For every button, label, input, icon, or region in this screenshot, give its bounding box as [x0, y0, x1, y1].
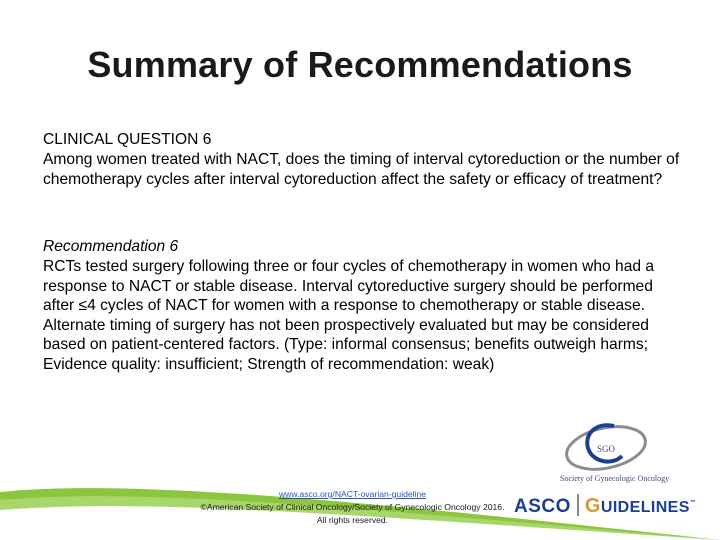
asco-wordmark: ASCO	[514, 496, 571, 517]
question-heading: CLINICAL QUESTION 6	[43, 131, 212, 148]
guidelines-initial: G	[584, 495, 601, 517]
sgo-badge-text: SGO	[596, 444, 616, 454]
question-text: Among women treated with NACT, does the timing of interval cytoreduction or the number of chemotherapy cycles after interval cytoreduction affect the safety or efficacy of treatment?	[43, 151, 680, 188]
guidelines-rest: UIDELINES	[600, 499, 690, 516]
slide-title: Summary of Recommendations	[87, 44, 633, 85]
recommendation-text: RCTs tested surgery following three or four cycles of chemotherapy in women who had a response to NACT or stable disease. Interval cytoreductive surgery should be performed after ≤4 cycles of NACT for women with a response to chemotherapy or stable disease. Alternate timing of surgery has not been prospectively evaluated but may be considered based on patient-centered factors. (Type: informal consensus; benefits outweigh harms; Evidence quality: insufficient; Strength of recommendation: weak)	[43, 258, 655, 373]
guidelines-wordmark	[584, 495, 697, 517]
sgo-logo-icon	[556, 416, 696, 476]
logo-divider	[577, 494, 579, 516]
asco-guidelines-logo	[514, 494, 696, 518]
trademark-symbol: ™	[689, 500, 697, 506]
sgo-name: Society of Gynecologic Oncology	[560, 474, 670, 483]
footer	[200, 488, 505, 527]
recommendation-heading: Recommendation 6	[43, 238, 179, 255]
copyright-text: ©American Society of Clinical Oncology/Society of Gynecologic Oncology 2016. All rights reserved.	[200, 502, 505, 525]
guideline-link[interactable]: www.asco.org/NACT-ovarian-guideline	[278, 489, 427, 499]
